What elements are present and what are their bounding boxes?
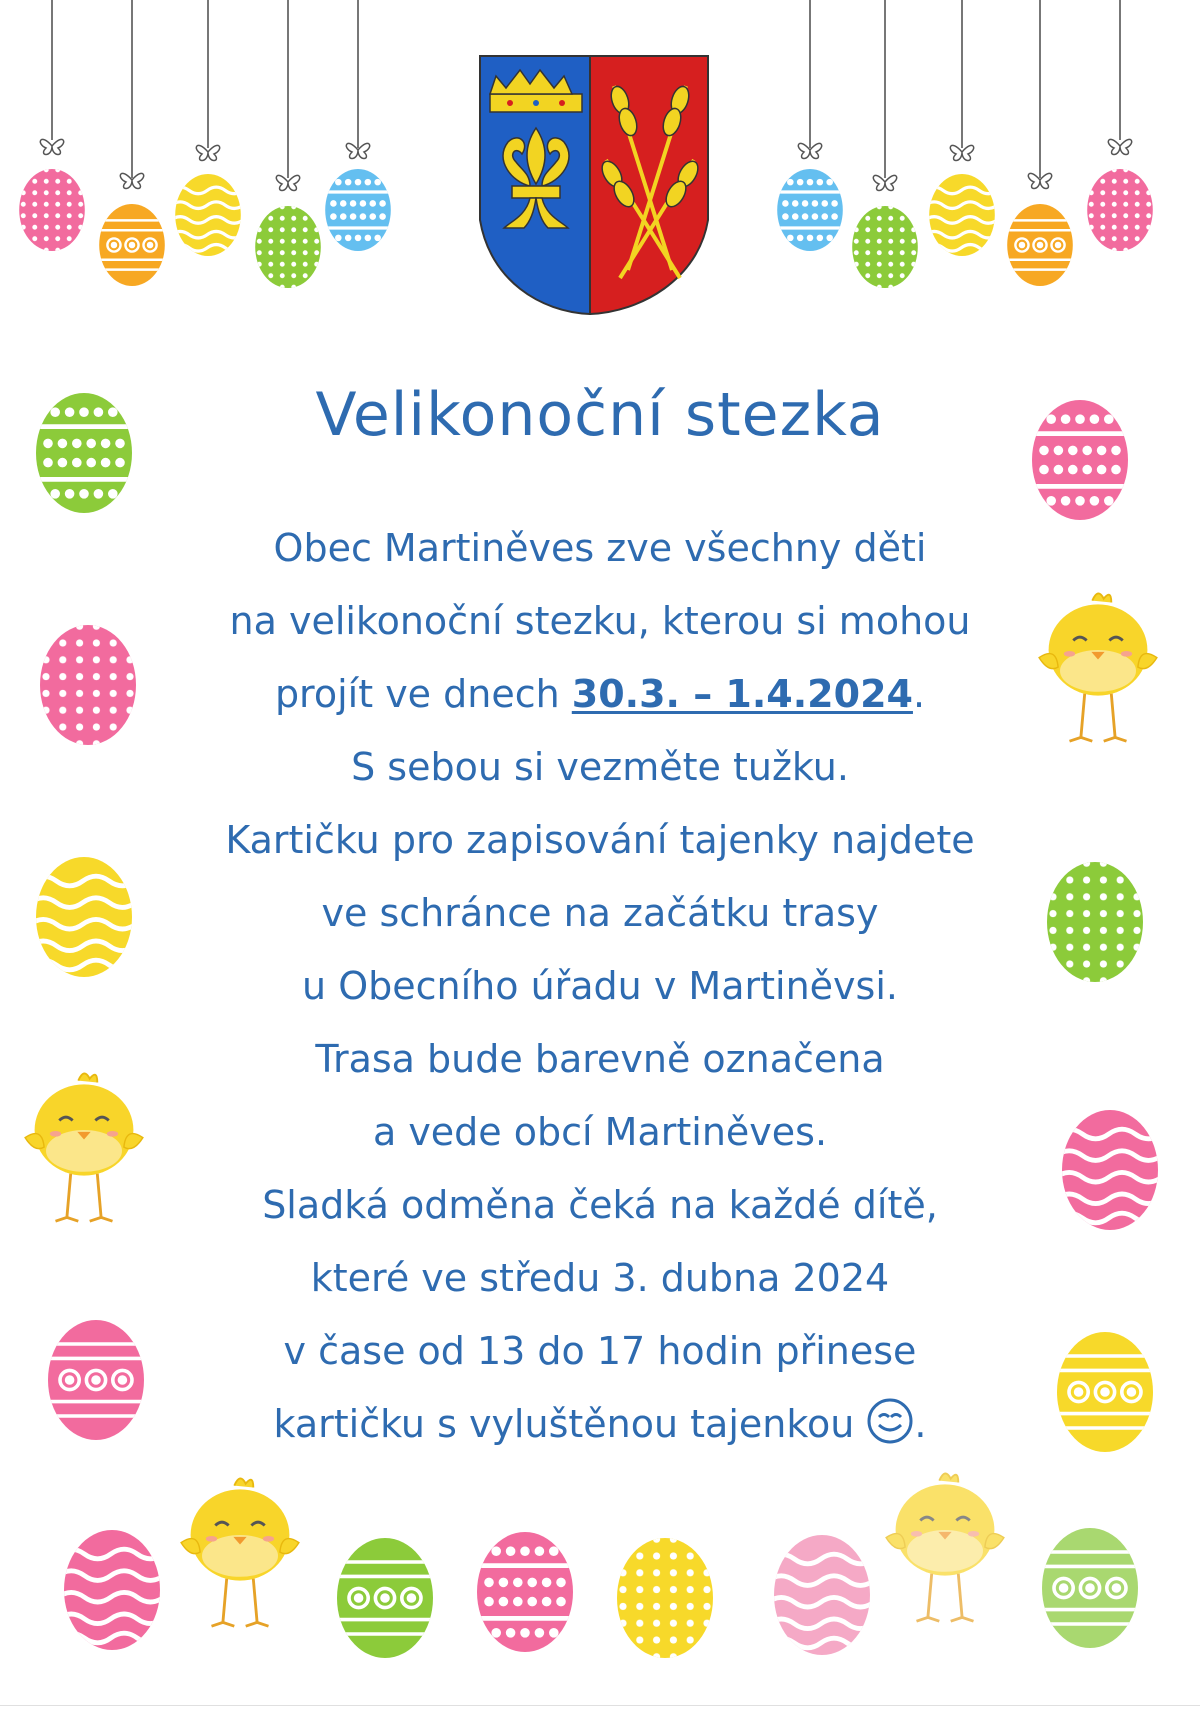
text-line: Obec Martiněves zve všechny děti — [273, 526, 927, 570]
text-line: ve schránce na začátku trasy — [321, 891, 879, 935]
date-suffix: . — [912, 672, 926, 716]
last-line-suffix: . — [914, 1402, 927, 1446]
text-line-date — [130, 658, 1070, 731]
text-line: které ve středu 3. dubna 2024 — [310, 1256, 890, 1300]
text-line: S sebou si vezměte tužku. — [351, 745, 849, 789]
text-line: Trasa bude barevně označena — [315, 1037, 885, 1081]
invitation-text — [130, 512, 1070, 1461]
text-line: v čase od 13 do 17 hodin přinese — [283, 1329, 917, 1373]
last-line-text: kartičku s vyluštěnou tajenkou — [273, 1402, 867, 1446]
text-line: Kartičku pro zapisování tajenky najdete — [225, 818, 975, 862]
date-range: 30.3. – 1.4.2024 — [571, 672, 913, 716]
page-title: Velikonoční stezka — [315, 380, 885, 450]
coat-of-arms-shield-icon — [480, 56, 708, 314]
smiley-face-icon — [866, 1397, 914, 1445]
date-prefix: projít ve dnech — [274, 672, 572, 716]
text-line: a vede obcí Martiněves. — [372, 1110, 828, 1154]
text-line-last — [130, 1388, 1070, 1461]
text-line: na velikonoční stezku, kterou si mohou — [229, 599, 971, 643]
bottom-divider — [0, 1705, 1200, 1706]
text-line: u Obecního úřadu v Martiněvsi. — [302, 964, 898, 1008]
hanging-eggs-right — [773, 0, 1153, 288]
bottom-decorations — [58, 1473, 1144, 1658]
text-line: Sladká odměna čeká na každé dítě, — [262, 1183, 938, 1227]
hanging-eggs-left — [19, 0, 395, 288]
